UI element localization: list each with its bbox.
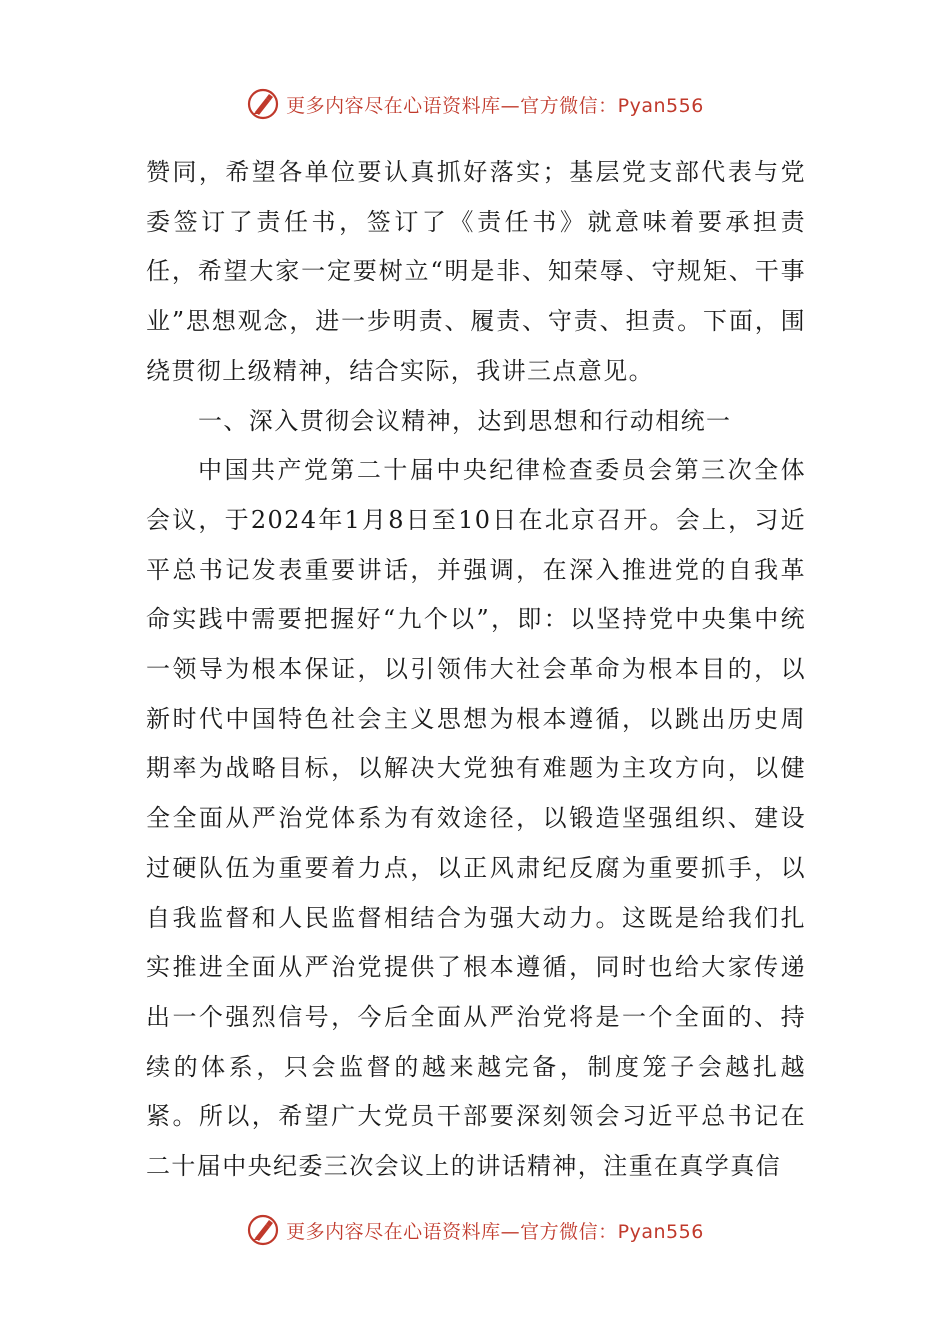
footer-banner-text: 更多内容尽在心语资料库—官方微信：Pyan556 [286, 1220, 704, 1243]
paragraph-continuation: 赞同，希望各单位要认真抓好落实；基层党支部代表与党委签订了责任书，签订了《责任书》就意味着要承担责任，希望大家一定要树立“明是非、知荣辱、守规矩、干事业”思想观念，进一步明责、履责、守责、担责。下面，围绕贯彻上级精神，结合实际，我讲三点意见。 [146, 158, 806, 385]
section-heading: 一、深入贯彻会议精神，达到思想和行动相统一 [198, 406, 732, 435]
header-banner [0, 84, 950, 124]
document-body [146, 148, 806, 1192]
header-banner-text: 更多内容尽在心语资料库—官方微信：Pyan556 [286, 94, 704, 117]
pen-nib-logo-icon [246, 1213, 280, 1247]
paragraph-body: 中国共产党第二十届中央纪律检查委员会第三次全体会议，于2024年1月8日至10日在北京召开。会上，习近平总书记发表重要讲话，并强调，在深入推进党的自我革命实践中需要把握好“九个以”，即：以坚持党中央集中统一领导为根本保证，以引领伟大社会革命为根本目的，以新时代中国特色社会主义思想为根本遵循，以跳出历史周期率为战略目标，以解决大党独有难题为主攻方向，以健全全面从严治党体系为有效途径，以锻造坚强组织、建设过硬队伍为重要着力点，以正风肃纪反腐为重要抓手，以自我监督和人民监督相结合为强大动力。这既是给我们扎实推进全面从严治党提供了根本遵循，同时也给大家传递出一个强烈信号，今后全面从严治党将是一个全面的、持续的体系，只会监督的越来越完备，制度笼子会越扎越紧。所以，希望广大党员干部要深刻领会习近平总书记在二十届中央纪委三次会议上的讲话精神，注重在真学真信 [146, 456, 806, 1181]
pen-nib-logo-icon [246, 87, 280, 121]
footer-banner [0, 1210, 950, 1250]
